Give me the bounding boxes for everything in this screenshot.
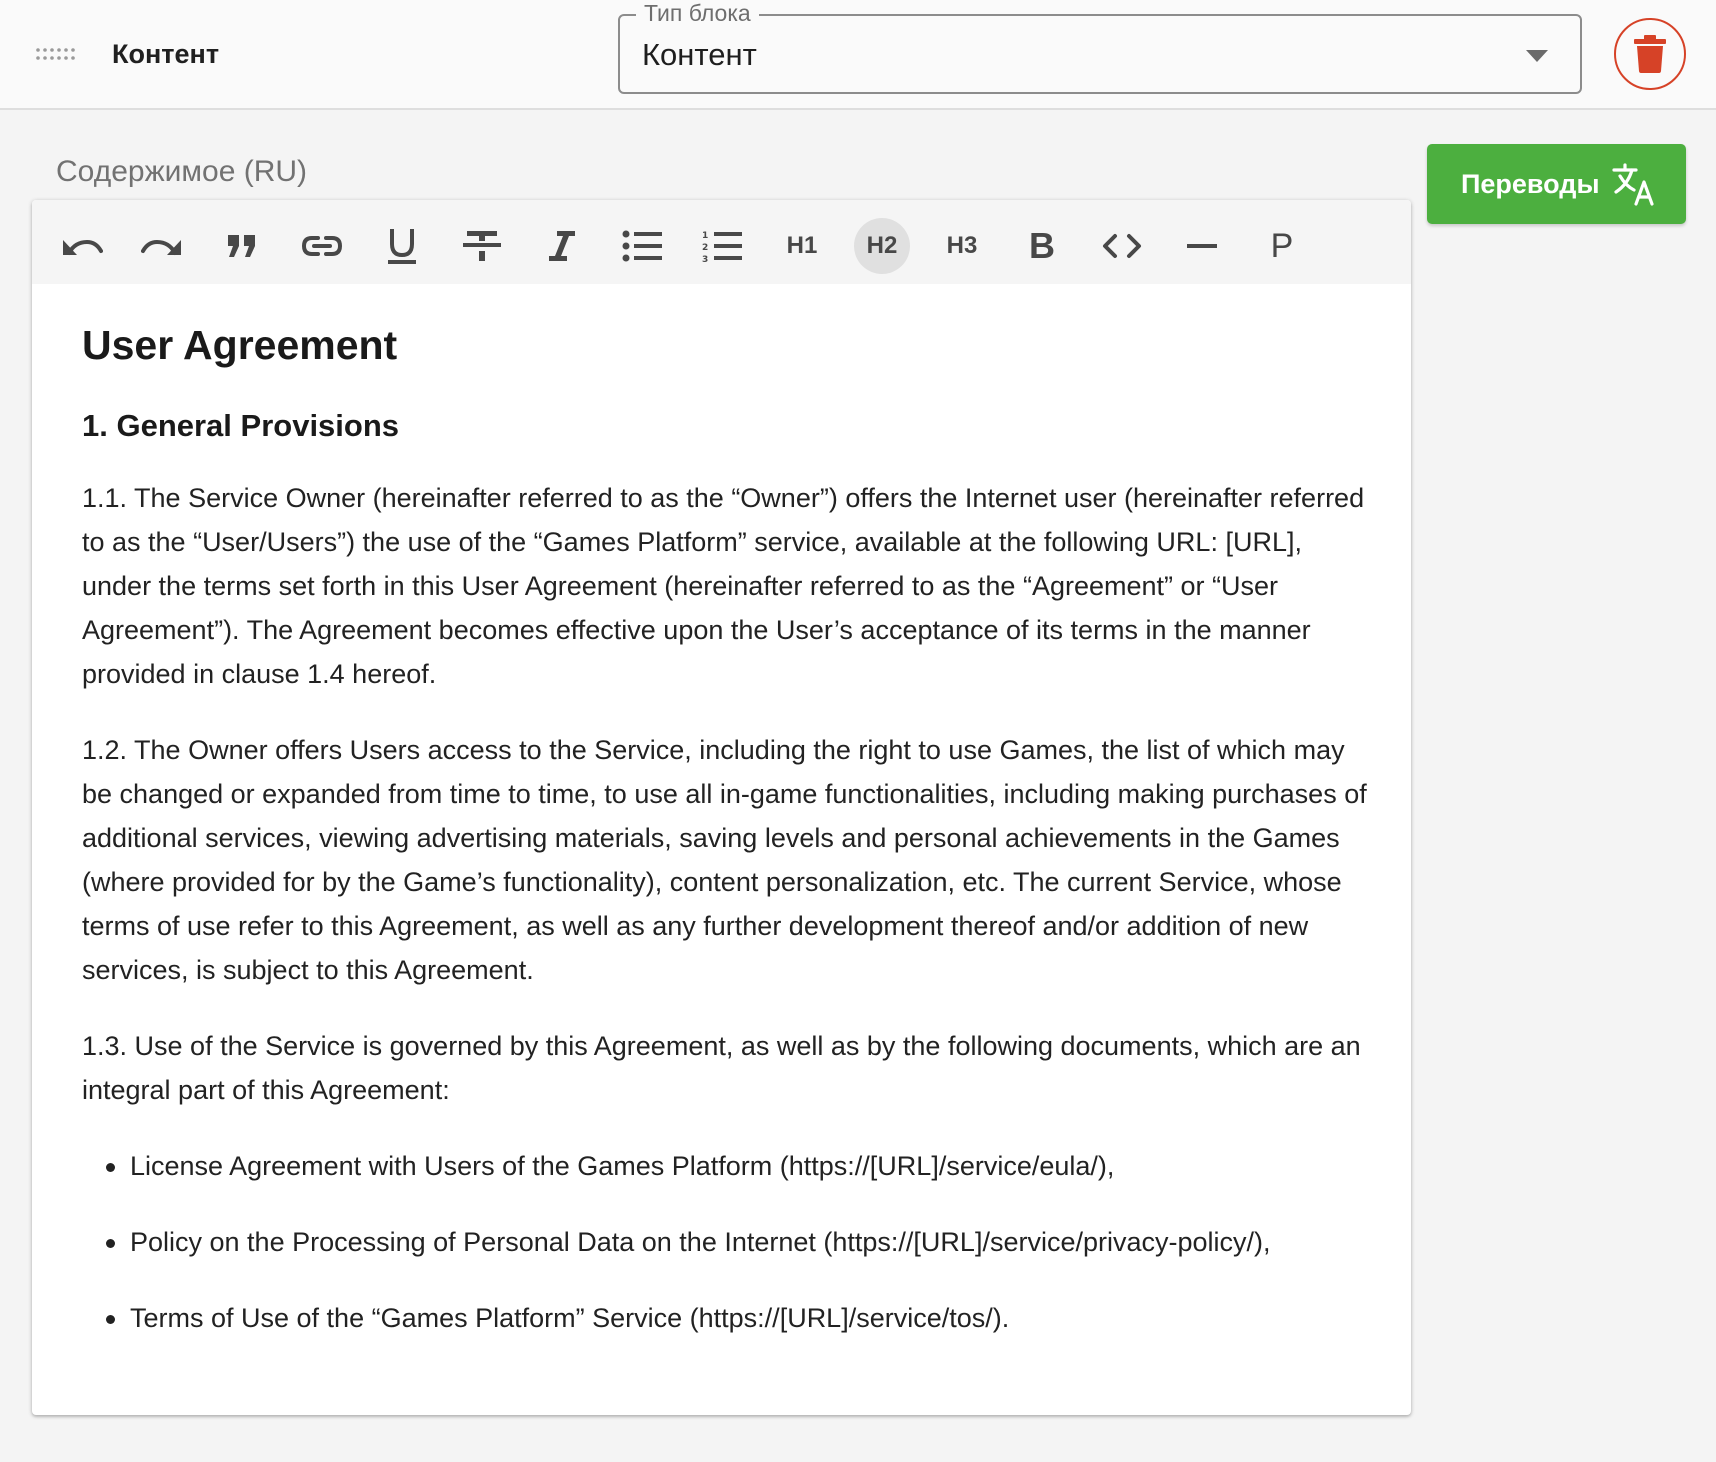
undo-icon (61, 233, 103, 259)
translations-button[interactable] (1427, 144, 1686, 224)
bold-button[interactable]: B (1029, 225, 1055, 266)
content-section-label: Содержимое (RU) (56, 155, 308, 188)
strikethrough-button[interactable] (454, 218, 510, 274)
code-button[interactable] (1094, 218, 1150, 274)
translations-button-label: Переводы (1461, 169, 1600, 199)
editor-content[interactable] (82, 320, 1372, 1372)
numbered-list-button[interactable] (694, 218, 750, 274)
svg-text:2: 2 (702, 243, 709, 253)
trash-icon (1634, 35, 1666, 73)
link-button[interactable] (294, 218, 350, 274)
horizontal-rule-icon (1187, 243, 1217, 249)
undo-button[interactable] (54, 218, 110, 274)
block-title: Контент (112, 39, 220, 69)
block-type-select[interactable] (618, 0, 1582, 94)
underline-icon (387, 227, 417, 265)
block-type-label: Тип блока (636, 0, 759, 28)
italic-button[interactable] (534, 218, 590, 274)
heading-1-button[interactable]: H1 (786, 232, 818, 259)
italic-icon (548, 230, 576, 262)
numbered-list-icon (702, 229, 742, 263)
paragraph-1-3: 1.3. Use of the Service is governed by this Agreement, as well as by the following documents, which are an integral part of this Agreement: (82, 1031, 1361, 1105)
block-header (0, 0, 1716, 110)
rich-text-editor (32, 200, 1411, 1415)
list-item: Terms of Use of the “Games Platform” Service (https://[URL]/service/tos/). (130, 1296, 1372, 1340)
list-item: License Agreement with Users of the Games Platform (https://[URL]/service/eula/), (130, 1144, 1372, 1188)
paragraph-1-2: 1.2. The Owner offers Users access to the Service, including the right to use Games, the list of which may be changed or expanded from time to time, to use all in-game functionalities, including making purchases of additional services, viewing advertising materials, saving levels and personal achievements in the Games (where provided for by the Game’s functionality), content personalization, etc. The current Service, whose terms of use refer to this Agreement, as well as any further development thereof and/or addition of new services, is subject to this Agreement. (82, 735, 1367, 985)
heading-2-button[interactable]: H2 (854, 218, 910, 274)
horizontal-rule-button[interactable] (1174, 218, 1230, 274)
redo-button[interactable] (134, 218, 190, 274)
list-item: Policy on the Processing of Personal Data on the Internet (https://[URL]/service/privacy-policy/), (130, 1220, 1372, 1264)
bulleted-list-icon (622, 230, 662, 262)
quote-icon (226, 233, 258, 259)
heading-3-button[interactable]: H3 (946, 232, 978, 259)
redo-icon (141, 233, 183, 259)
svg-text:3: 3 (702, 255, 709, 263)
documents-list (82, 1144, 1372, 1340)
code-icon (1101, 233, 1143, 259)
paragraph-1-1: 1.1. The Service Owner (hereinafter referred to as the “Owner”) offers the Internet user (hereinafter referred to as the “User/Users”) the use of the “Games Platform” service, available at the following URL: [URL], under the terms set forth in this User Agreement (hereinafter referred to as the “Agreement” or “User Agreement”). The Agreement becomes effective upon the User’s acceptance of its terms in the manner provided in clause 1.4 hereof. (82, 483, 1365, 689)
underline-button[interactable] (374, 218, 430, 274)
link-icon (301, 235, 343, 257)
editor-toolbar (32, 200, 1411, 284)
strikethrough-icon (463, 229, 501, 263)
delete-block-button[interactable] (1614, 18, 1686, 90)
drag-handle-icon[interactable] (36, 47, 76, 61)
paragraph-button[interactable]: P (1270, 226, 1294, 265)
blockquote-button[interactable] (214, 218, 270, 274)
svg-text:1: 1 (702, 231, 709, 241)
section-heading: 1. General Provisions (82, 408, 400, 443)
document-title: User Agreement (82, 322, 398, 368)
block-type-value: Контент (642, 37, 757, 72)
translate-icon (1612, 162, 1656, 206)
bulleted-list-button[interactable] (614, 218, 670, 274)
chevron-down-icon (1526, 50, 1548, 62)
